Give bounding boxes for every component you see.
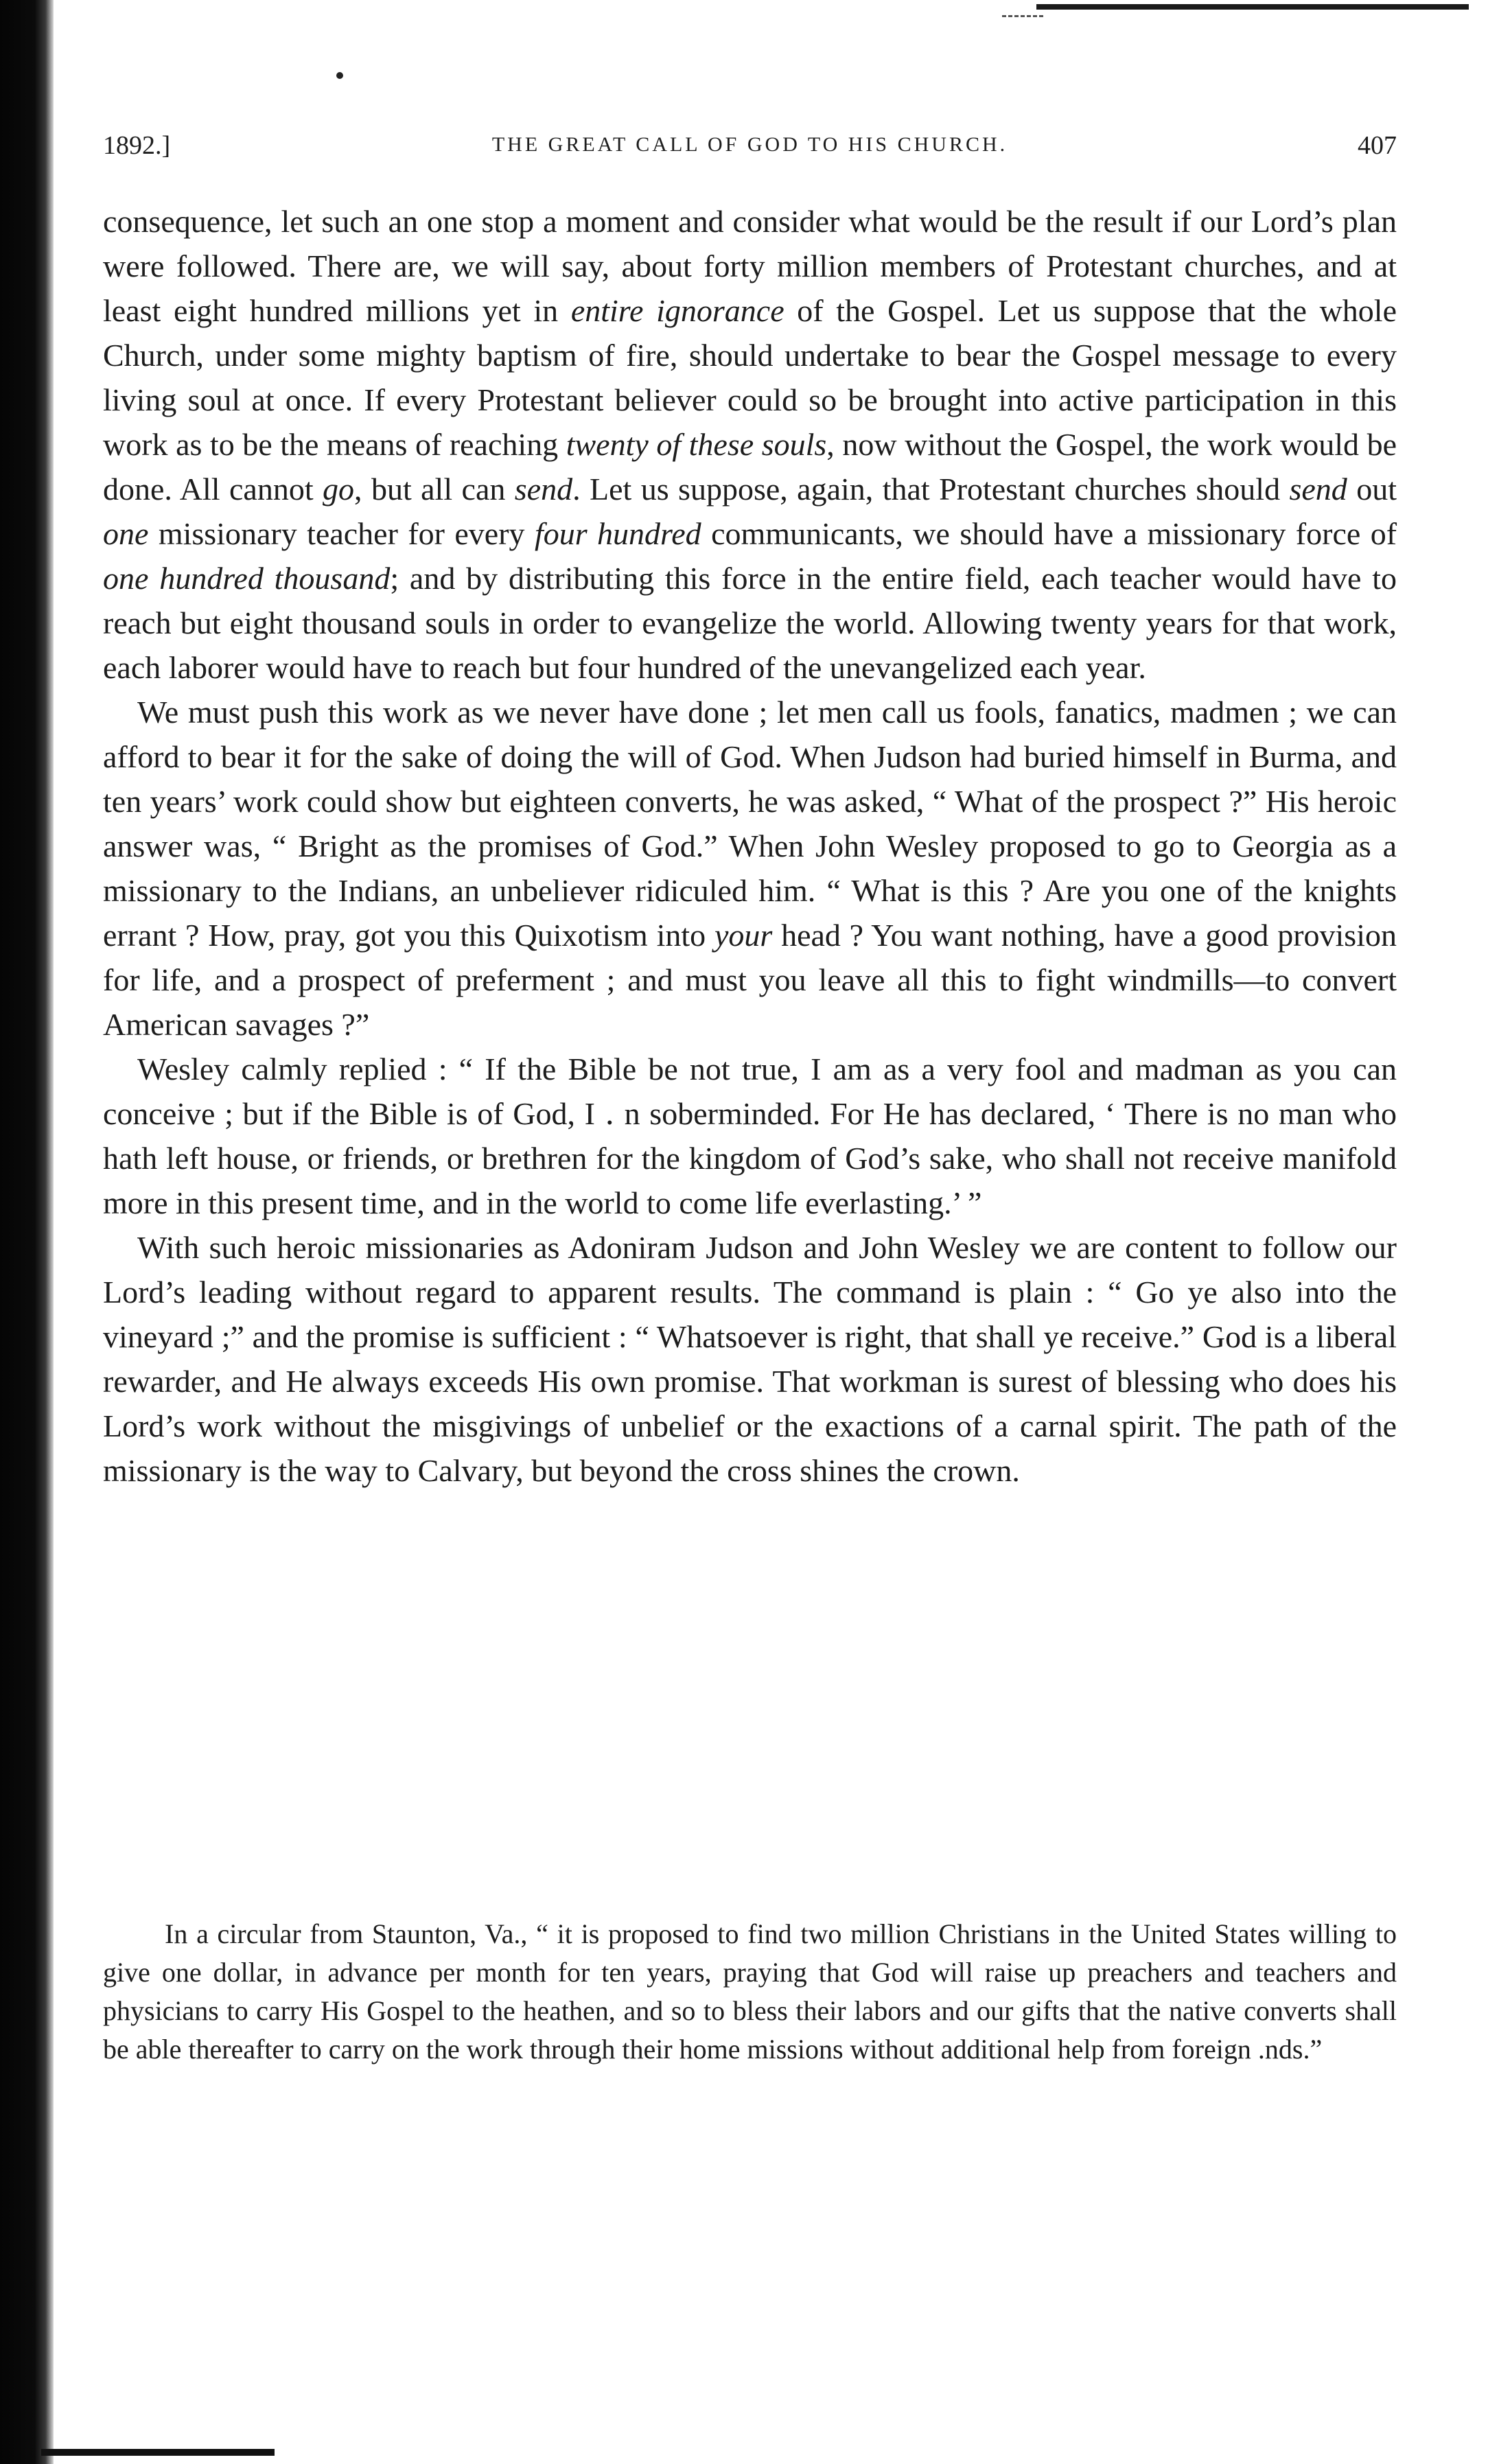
text-run: , now without the Gospel, the work would be done. All cannot — [103, 427, 1397, 507]
text-run: , but all can — [354, 472, 515, 507]
italic-emphasis: one — [103, 516, 149, 551]
scan-top-rule — [1036, 4, 1469, 10]
text-run: out — [1347, 472, 1397, 507]
article-body — [103, 199, 1397, 1493]
text-run: missionary teacher for every — [148, 516, 535, 551]
italic-emphasis: your — [714, 918, 773, 953]
scan-top-dash — [1002, 15, 1043, 19]
scan-binding-edge — [0, 0, 54, 2464]
text-run: consequence, let such an one stop a moment and consider what would be the result if our Lord’s plan were followed. There are, we will say, about forty million members of Protestant churches, and at least eight hundred millions yet in — [103, 204, 1397, 328]
scan-speck — [336, 72, 343, 79]
italic-emphasis: entire ignorance — [570, 293, 784, 328]
italic-emphasis: send — [1289, 472, 1347, 507]
running-head — [103, 130, 1397, 172]
text-run: communicants, we should have a missionary force of — [701, 516, 1397, 551]
paragraph-4 — [103, 1225, 1397, 1493]
header-title: THE GREAT CALL OF GOD TO HIS CHURCH. — [491, 133, 1008, 156]
paragraph-3 — [103, 1047, 1397, 1225]
italic-emphasis: twenty of these souls — [566, 427, 827, 462]
text-run: We must push this work as we never have done ; let men call us fools, fanatics, madmen ; we can afford to bear it for the sake of doing the will of God. When Judson had buried himself in Burma, and ten years’ work could show but eighteen converts, he was asked, “ What of the prospect ?” His heroic answer was, “ Bright as the promises of God.” When John Wesley proposed to go to Georgia as a missionary to the Indians, an unbeliever ridiculed him. “ What is this ? Are you one of the knights errant ? How, pray, got you this Quixotism into — [103, 695, 1397, 953]
italic-emphasis: one hundred thousand — [103, 561, 391, 596]
italic-emphasis: send — [514, 472, 573, 507]
text-run: With such heroic missionaries as Adoniram Judson and John Wesley we are content to follow our Lord’s leading without regard to apparent results. The command is plain : “ Go ye also into the vineyard ;” and the promise is sufficient : “ Whatsoever is right, that shall ye receive.” God is a liberal rewarder, and He always exceeds His own promise. That workman is surest of blessing who does his Lord’s work without the misgivings of unbelief or the exactions of a carnal spirit. The path of the missionary is the way to Calvary, but beyond the cross shines the crown. — [103, 1230, 1397, 1488]
paragraph-1 — [103, 199, 1397, 690]
text-run: ; and by distributing this force in the entire field, each teacher would have to reach but eight thousand souls in order to evangelize the world. Allowing twenty years for that work, each laborer would have to reach but four hundred of the unevangelized each year. — [103, 561, 1397, 685]
scan-bottom-rule — [41, 2449, 275, 2456]
italic-emphasis: go — [323, 472, 355, 507]
circular-note — [103, 1915, 1397, 2069]
page-number: 407 — [1358, 131, 1397, 160]
circular-note-text: In a circular from Staunton, Va., “ it is proposed to find two million Christians in the United States willing to give one dollar, in advance per month for ten years, praying that God will raise up preachers and teachers and physicians to carry His Gospel to the heathen, and so to bless their labors and our gifts that the native converts shall be able thereafter to carry on the work through their home missions without additional help from foreign .nds.” — [103, 1918, 1397, 2065]
text-run: of the Gospel. Let us suppose that the whole Church, under some mighty baptism of fire, should undertake to bear the Gospel message to every living soul at once. If every Protestant believer could so be brought into active participation in this work as to be the means of reaching — [103, 293, 1397, 462]
text-run: Wesley calmly replied : “ If the Bible be not true, I am as a very fool and madman as you can conceive ; but if the Bible is of God, I ․ n soberminded. For He has declared, ‘ There is no man who hath left house, or friends, or brethren for the kingdom of God’s sake, who shall not receive manifold more in this present time, and in the world to come life everlasting.’ ” — [103, 1051, 1397, 1220]
paragraph-2 — [103, 690, 1397, 1047]
text-run: head ? You want nothing, have a good provision for life, and a prospect of preferment ; and must you leave all this to fight windmills—to convert American savages ?” — [103, 918, 1397, 1042]
text-run: . Let us suppose, again, that Protestant churches should — [572, 472, 1290, 507]
header-year: 1892.] — [103, 131, 171, 160]
italic-emphasis: four hundred — [534, 516, 701, 551]
